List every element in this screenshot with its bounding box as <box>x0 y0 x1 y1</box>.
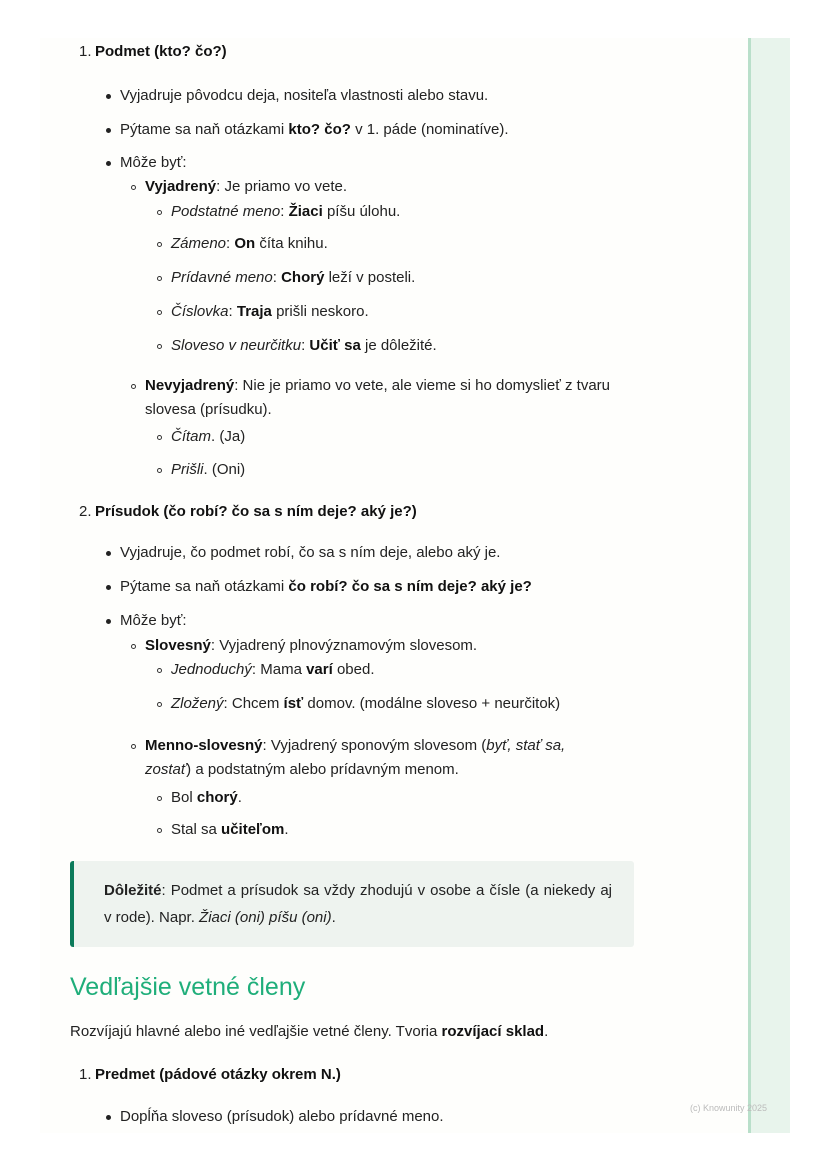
list-item <box>171 266 771 290</box>
list-item <box>171 334 771 358</box>
text-run: Prídavné meno <box>171 269 273 286</box>
text-run: je dôležité. <box>360 337 437 354</box>
list-item <box>120 151 720 175</box>
text-run: ísť <box>283 695 304 712</box>
text-run: Vyjadruje pôvodcu deja, nositeľa vlastnosti alebo stavu. <box>120 87 489 104</box>
text-run: Menno-slovesný <box>145 737 263 754</box>
text-run: : Nie je priamo vo vete, ale vieme si ho domyslieť z tvaru slovesa (prísudku). <box>145 377 610 418</box>
list-number: 1. <box>79 43 92 60</box>
text-run: : Vyjadrený plnovýznamovým slovesom. <box>210 637 478 654</box>
list-item <box>171 692 771 716</box>
section-heading: Vedľajšie vetné členy <box>70 973 306 1001</box>
circle-bullet-icon <box>131 384 136 389</box>
bullet-icon <box>106 551 111 556</box>
circle-bullet-icon <box>131 744 136 749</box>
text-run: Prišli <box>171 461 204 478</box>
list-item <box>120 1105 720 1129</box>
text-run: Pýtame sa naň otázkami <box>120 121 289 138</box>
list-number: 1. <box>79 1066 92 1083</box>
circle-bullet-icon <box>157 828 162 833</box>
text-run: učiteľom <box>221 821 285 838</box>
list-item <box>145 734 610 782</box>
copyright: (c) Knowunity 2025 <box>690 1103 768 1113</box>
text-run: Číslovka <box>171 303 229 320</box>
text-run: Zámeno <box>171 235 227 252</box>
circle-bullet-icon <box>131 644 136 649</box>
text-run: Dôležité <box>104 882 162 899</box>
text-run: : Vyjadrený sponovým slovesom ( <box>262 737 487 754</box>
text-run: : Mama <box>251 661 307 678</box>
text-run: Učiť sa <box>309 337 361 354</box>
text-run: Pýtame sa naň otázkami <box>120 578 289 595</box>
text-run: prišli neskoro. <box>271 303 369 320</box>
text-run: Predmet (pádové otázky okrem N.) <box>95 1066 341 1083</box>
bullet-icon <box>106 619 111 624</box>
list-item <box>171 425 771 449</box>
bullet-icon <box>106 585 111 590</box>
list-item <box>120 84 720 108</box>
text-run: Zložený <box>171 695 224 712</box>
numbered-item <box>95 1063 695 1087</box>
list-item <box>171 200 771 224</box>
text-run: číta knihu. <box>255 235 328 252</box>
list-item <box>171 232 771 256</box>
note-text <box>104 877 612 931</box>
text-run: domov. (modálne sloveso + neurčitok) <box>303 695 561 712</box>
circle-bullet-icon <box>157 668 162 673</box>
list-item <box>120 575 720 599</box>
text-run: . <box>331 909 336 926</box>
list-item <box>171 300 771 324</box>
text-run: Bol <box>171 789 197 806</box>
circle-bullet-icon <box>157 435 162 440</box>
text-run: Žiaci (oni) píšu (oni) <box>199 909 332 926</box>
bullet-icon <box>106 128 111 133</box>
text-run: Vyjadruje, čo podmet robí, čo sa s ním deje, alebo aký je. <box>120 544 501 561</box>
text-run: : <box>272 269 282 286</box>
circle-bullet-icon <box>157 702 162 707</box>
text-run: Žiaci <box>288 203 323 220</box>
numbered-item <box>95 500 695 524</box>
text-run: Sloveso v neurčitku <box>171 337 302 354</box>
numbered-item <box>95 40 695 64</box>
circle-bullet-icon <box>157 796 162 801</box>
text-run: : Je priamo vo vete. <box>216 178 348 195</box>
important-note-box <box>70 861 634 947</box>
list-item <box>171 658 771 682</box>
text-run: : <box>301 337 310 354</box>
bullet-icon <box>106 1115 111 1120</box>
text-run: Chorý <box>281 269 325 286</box>
list-item <box>120 118 720 142</box>
text-run: obed. <box>332 661 375 678</box>
text-run: Jednoduchý <box>171 661 252 678</box>
text-run: . (Ja) <box>211 428 246 445</box>
text-run: . <box>544 1023 549 1040</box>
list-item <box>120 541 720 565</box>
text-run: píšu úlohu. <box>322 203 401 220</box>
text-run: . (Oni) <box>203 461 246 478</box>
list-item <box>145 175 610 199</box>
text-run: v 1. páde (nominatíve). <box>350 121 509 138</box>
paragraph <box>70 1020 670 1044</box>
text-run: rozvíjací sklad <box>441 1023 545 1040</box>
text-run: Stal sa <box>171 821 222 838</box>
text-run: kto? čo? <box>288 121 351 138</box>
circle-bullet-icon <box>157 468 162 473</box>
text-run: On <box>234 235 256 252</box>
text-run: Slovesný <box>145 637 211 654</box>
bullet-icon <box>106 94 111 99</box>
text-run: Čítam <box>171 428 212 445</box>
list-item <box>171 458 771 482</box>
circle-bullet-icon <box>157 210 162 215</box>
list-item <box>171 786 771 810</box>
text-run: . <box>237 789 242 806</box>
text-run: chorý <box>196 789 238 806</box>
text-run: Môže byť: <box>120 612 187 629</box>
circle-bullet-icon <box>157 310 162 315</box>
text-run: leží v posteli. <box>324 269 416 286</box>
text-run: : <box>228 303 237 320</box>
circle-bullet-icon <box>131 185 136 190</box>
text-run: ) a podstatným alebo prídavným menom. <box>186 761 459 778</box>
text-run: . <box>284 821 289 838</box>
circle-bullet-icon <box>157 276 162 281</box>
text-run: Prísudok (čo robí? čo sa s ním deje? aký je?) <box>95 503 417 520</box>
text-run: čo robí? čo sa s ním deje? aký je? <box>288 578 532 595</box>
text-run: byť, stať sa, zostať <box>145 737 566 778</box>
circle-bullet-icon <box>157 344 162 349</box>
text-run: : <box>226 235 235 252</box>
text-run: Vyjadrený <box>145 178 217 195</box>
text-run: varí <box>306 661 333 678</box>
text-run: : Chcem <box>223 695 284 712</box>
text-run: : <box>280 203 289 220</box>
list-item <box>171 818 771 842</box>
text-run: Nevyjadrený <box>145 377 235 394</box>
text-run: Rozvíjajú hlavné alebo iné vedľajšie vetné členy. Tvoria <box>70 1023 442 1040</box>
text-run: Podstatné meno <box>171 203 281 220</box>
list-item <box>145 374 610 422</box>
text-run: Traja <box>236 303 272 320</box>
bullet-icon <box>106 161 111 166</box>
circle-bullet-icon <box>157 242 162 247</box>
text-run: Dopĺňa sloveso (prísudok) alebo prídavné meno. <box>120 1108 444 1125</box>
text-run: Podmet (kto? čo?) <box>95 43 227 60</box>
text-run: Môže byť: <box>120 154 187 171</box>
list-number: 2. <box>79 503 92 520</box>
list-item <box>120 609 720 633</box>
text-run: : Podmet a prísudok sa vždy zhodujú v osobe a čísle (a niekedy aj v rode). Napr. <box>104 882 612 926</box>
list-item <box>145 634 610 658</box>
